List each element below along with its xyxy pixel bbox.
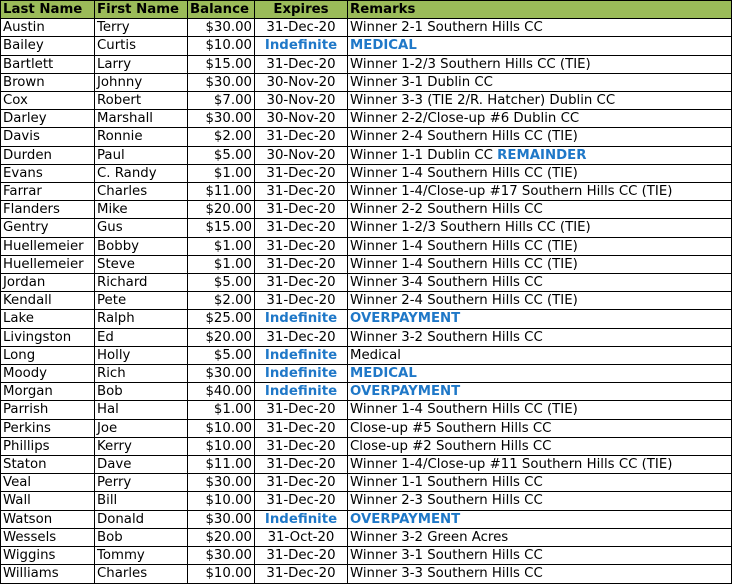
cell-last-name[interactable]: Williams bbox=[1, 565, 95, 583]
cell-balance[interactable]: $30.00 bbox=[188, 510, 255, 528]
cell-remarks[interactable] bbox=[348, 474, 732, 492]
header-last-name[interactable]: Last Name bbox=[1, 1, 95, 19]
remarks-highlight: REMAINDER bbox=[497, 147, 587, 163]
cell-expires[interactable]: 31-Dec-20 bbox=[255, 437, 348, 455]
cell-first-name[interactable]: Paul bbox=[95, 146, 188, 164]
cell-remarks[interactable] bbox=[348, 237, 732, 255]
table-row bbox=[1, 146, 732, 164]
cell-remarks[interactable] bbox=[348, 201, 732, 219]
cell-last-name[interactable]: Bailey bbox=[1, 37, 95, 55]
cell-expires[interactable]: Indefinite bbox=[255, 365, 348, 383]
cell-balance[interactable]: $1.00 bbox=[188, 255, 255, 273]
cell-last-name[interactable]: Kendall bbox=[1, 292, 95, 310]
cell-expires[interactable]: 30-Nov-20 bbox=[255, 110, 348, 128]
cell-balance[interactable]: $5.00 bbox=[188, 346, 255, 364]
table-row bbox=[1, 419, 732, 437]
cell-remarks[interactable] bbox=[348, 219, 732, 237]
cell-expires[interactable]: 31-Dec-20 bbox=[255, 547, 348, 565]
cell-expires[interactable]: 31-Dec-20 bbox=[255, 274, 348, 292]
cell-last-name[interactable]: Wessels bbox=[1, 528, 95, 546]
cell-first-name[interactable]: Tommy bbox=[95, 547, 188, 565]
cell-balance[interactable]: $7.00 bbox=[188, 92, 255, 110]
remarks-text: Winner 1-1 Southern Hills CC bbox=[350, 475, 543, 491]
cell-last-name[interactable]: Parrish bbox=[1, 401, 95, 419]
cell-last-name[interactable]: Huellemeier bbox=[1, 237, 95, 255]
cell-last-name[interactable]: Gentry bbox=[1, 219, 95, 237]
cell-remarks[interactable] bbox=[348, 37, 732, 55]
remarks-text: Winner 3-2 Southern Hills CC bbox=[350, 329, 543, 345]
cell-last-name[interactable]: Phillips bbox=[1, 437, 95, 455]
remarks-text: Winner 1-1 Dublin CC bbox=[350, 147, 498, 163]
cell-expires[interactable]: 31-Dec-20 bbox=[255, 456, 348, 474]
cell-remarks[interactable] bbox=[348, 419, 732, 437]
remarks-text: Winner 3-3 Southern Hills CC bbox=[350, 566, 543, 582]
cell-first-name[interactable]: Bobby bbox=[95, 237, 188, 255]
cell-expires[interactable]: 31-Dec-20 bbox=[255, 219, 348, 237]
cell-remarks[interactable] bbox=[348, 92, 732, 110]
remarks-text: Winner 1-2/3 Southern Hills CC (TIE) bbox=[350, 56, 591, 72]
remarks-text: Winner 2-4 Southern Hills CC (TIE) bbox=[350, 129, 578, 145]
header-expires[interactable]: Expires bbox=[255, 1, 348, 19]
cell-expires[interactable]: 31-Dec-20 bbox=[255, 292, 348, 310]
cell-balance[interactable]: $2.00 bbox=[188, 292, 255, 310]
remarks-text: Winner 1-4/Close-up #11 Southern Hills CC (TIE) bbox=[350, 457, 673, 473]
cell-remarks[interactable] bbox=[348, 110, 732, 128]
table-row bbox=[1, 255, 732, 273]
cell-remarks[interactable] bbox=[348, 401, 732, 419]
cell-remarks[interactable] bbox=[348, 73, 732, 91]
cell-balance[interactable]: $1.00 bbox=[188, 237, 255, 255]
remarks-text: Winner 1-4/Close-up #17 Southern Hills CC (TIE) bbox=[350, 184, 673, 200]
cell-expires[interactable]: 30-Nov-20 bbox=[255, 92, 348, 110]
cell-balance[interactable]: $25.00 bbox=[188, 310, 255, 328]
remarks-text: OVERPAYMENT bbox=[350, 384, 461, 400]
table-row bbox=[1, 201, 732, 219]
cell-balance[interactable]: $30.00 bbox=[188, 365, 255, 383]
remarks-text: Medical bbox=[350, 347, 401, 363]
cell-remarks[interactable] bbox=[348, 456, 732, 474]
cell-balance[interactable]: $20.00 bbox=[188, 528, 255, 546]
table-row bbox=[1, 274, 732, 292]
cell-expires[interactable]: Indefinite bbox=[255, 37, 348, 55]
table-row bbox=[1, 219, 732, 237]
cell-first-name[interactable]: Donald bbox=[95, 510, 188, 528]
cell-first-name[interactable]: Charles bbox=[95, 565, 188, 583]
cell-first-name[interactable]: Ed bbox=[95, 328, 188, 346]
remarks-text: Winner 1-4 Southern Hills CC (TIE) bbox=[350, 402, 578, 418]
table-row bbox=[1, 547, 732, 565]
cell-last-name[interactable]: Flanders bbox=[1, 201, 95, 219]
cell-expires[interactable]: 31-Dec-20 bbox=[255, 183, 348, 201]
cell-balance[interactable]: $5.00 bbox=[188, 146, 255, 164]
cell-first-name[interactable]: Ronnie bbox=[95, 128, 188, 146]
table-row bbox=[1, 492, 732, 510]
header-first-name[interactable]: First Name bbox=[95, 1, 188, 19]
cell-balance[interactable]: $2.00 bbox=[188, 128, 255, 146]
cell-first-name[interactable]: Ralph bbox=[95, 310, 188, 328]
cell-first-name[interactable]: Kerry bbox=[95, 437, 188, 455]
cell-remarks[interactable] bbox=[348, 346, 732, 364]
cell-last-name[interactable]: Livingston bbox=[1, 328, 95, 346]
remarks-text: Winner 3-1 Dublin CC bbox=[350, 74, 493, 90]
header-remarks[interactable]: Remarks bbox=[348, 1, 732, 19]
cell-balance[interactable]: $11.00 bbox=[188, 183, 255, 201]
cell-first-name[interactable]: Perry bbox=[95, 474, 188, 492]
cell-first-name[interactable]: Johnny bbox=[95, 73, 188, 91]
cell-last-name[interactable]: Watson bbox=[1, 510, 95, 528]
table-row bbox=[1, 474, 732, 492]
cell-balance[interactable]: $10.00 bbox=[188, 437, 255, 455]
table-row bbox=[1, 510, 732, 528]
remarks-text: Winner 2-4 Southern Hills CC (TIE) bbox=[350, 293, 578, 309]
cell-first-name[interactable]: C. Randy bbox=[95, 164, 188, 182]
cell-first-name[interactable]: Bob bbox=[95, 383, 188, 401]
table-row bbox=[1, 183, 732, 201]
cell-remarks[interactable] bbox=[348, 255, 732, 273]
cell-last-name[interactable]: Farrar bbox=[1, 183, 95, 201]
remarks-text: Winner 2-2/Close-up #6 Dublin CC bbox=[350, 111, 580, 127]
cell-last-name[interactable]: Long bbox=[1, 346, 95, 364]
cell-last-name[interactable]: Austin bbox=[1, 19, 95, 37]
cell-remarks[interactable] bbox=[348, 146, 732, 164]
remarks-text: Winner 1-2/3 Southern Hills CC (TIE) bbox=[350, 220, 591, 236]
cell-remarks[interactable] bbox=[348, 510, 732, 528]
table-row bbox=[1, 456, 732, 474]
table-row bbox=[1, 164, 732, 182]
cell-expires[interactable]: 31-Dec-20 bbox=[255, 19, 348, 37]
cell-expires[interactable]: Indefinite bbox=[255, 346, 348, 364]
cell-last-name[interactable]: Durden bbox=[1, 146, 95, 164]
remarks-text: Winner 1-4 Southern Hills CC (TIE) bbox=[350, 238, 578, 254]
table-row bbox=[1, 292, 732, 310]
table-row bbox=[1, 365, 732, 383]
cell-first-name[interactable]: Hal bbox=[95, 401, 188, 419]
cell-expires[interactable]: 31-Dec-20 bbox=[255, 255, 348, 273]
table-row bbox=[1, 310, 732, 328]
cell-remarks[interactable] bbox=[348, 292, 732, 310]
cell-first-name[interactable]: Mike bbox=[95, 201, 188, 219]
cell-first-name[interactable]: Pete bbox=[95, 292, 188, 310]
cell-expires[interactable]: Indefinite bbox=[255, 510, 348, 528]
cell-remarks[interactable] bbox=[348, 565, 732, 583]
table-row bbox=[1, 92, 732, 110]
cell-last-name[interactable]: Darley bbox=[1, 110, 95, 128]
cell-first-name[interactable]: Bill bbox=[95, 492, 188, 510]
remarks-text: Winner 2-3 Southern Hills CC bbox=[350, 493, 543, 509]
cell-expires[interactable]: Indefinite bbox=[255, 383, 348, 401]
remarks-text: Winner 3-4 Southern Hills CC bbox=[350, 275, 543, 291]
cell-balance[interactable]: $30.00 bbox=[188, 110, 255, 128]
remarks-text: Close-up #2 Southern Hills CC bbox=[350, 438, 552, 454]
cell-remarks[interactable] bbox=[348, 528, 732, 546]
cell-expires[interactable]: 31-Dec-20 bbox=[255, 328, 348, 346]
table-row bbox=[1, 383, 732, 401]
cell-first-name[interactable]: Rich bbox=[95, 365, 188, 383]
cell-first-name[interactable]: Terry bbox=[95, 19, 188, 37]
cell-expires[interactable]: 31-Dec-20 bbox=[255, 128, 348, 146]
cell-remarks[interactable] bbox=[348, 183, 732, 201]
cell-remarks[interactable] bbox=[348, 55, 732, 73]
cell-balance[interactable]: $20.00 bbox=[188, 328, 255, 346]
cell-balance[interactable]: $1.00 bbox=[188, 164, 255, 182]
cell-remarks[interactable] bbox=[348, 19, 732, 37]
cell-expires[interactable]: 31-Dec-20 bbox=[255, 419, 348, 437]
cell-remarks[interactable] bbox=[348, 164, 732, 182]
cell-remarks[interactable] bbox=[348, 365, 732, 383]
table-row bbox=[1, 110, 732, 128]
cell-balance[interactable]: $11.00 bbox=[188, 456, 255, 474]
cell-first-name[interactable]: Joe bbox=[95, 419, 188, 437]
cell-expires[interactable]: 31-Dec-20 bbox=[255, 474, 348, 492]
cell-balance[interactable]: $10.00 bbox=[188, 492, 255, 510]
header-row bbox=[1, 1, 732, 19]
cell-last-name[interactable]: Perkins bbox=[1, 419, 95, 437]
cell-balance[interactable]: $30.00 bbox=[188, 547, 255, 565]
cell-remarks[interactable] bbox=[348, 547, 732, 565]
cell-remarks[interactable] bbox=[348, 328, 732, 346]
cell-first-name[interactable]: Bob bbox=[95, 528, 188, 546]
table-row bbox=[1, 528, 732, 546]
cell-balance[interactable]: $30.00 bbox=[188, 73, 255, 91]
cell-last-name[interactable]: Brown bbox=[1, 73, 95, 91]
cell-balance[interactable]: $10.00 bbox=[188, 565, 255, 583]
table-row bbox=[1, 128, 732, 146]
table-body bbox=[1, 19, 732, 583]
cell-last-name[interactable]: Moody bbox=[1, 365, 95, 383]
cell-expires[interactable]: 31-Dec-20 bbox=[255, 401, 348, 419]
cell-expires[interactable]: 31-Dec-20 bbox=[255, 164, 348, 182]
remarks-text: OVERPAYMENT bbox=[350, 511, 461, 527]
remarks-text: Winner 2-1 Southern Hills CC bbox=[350, 20, 543, 36]
cell-remarks[interactable] bbox=[348, 128, 732, 146]
cell-last-name[interactable]: Lake bbox=[1, 310, 95, 328]
table-row bbox=[1, 346, 732, 364]
cell-last-name[interactable]: Huellemeier bbox=[1, 255, 95, 273]
remarks-text: Close-up #5 Southern Hills CC bbox=[350, 420, 552, 436]
cell-expires[interactable]: 31-Oct-20 bbox=[255, 528, 348, 546]
cell-balance[interactable]: $15.00 bbox=[188, 219, 255, 237]
cell-last-name[interactable]: Evans bbox=[1, 164, 95, 182]
cell-balance[interactable]: $5.00 bbox=[188, 274, 255, 292]
cell-first-name[interactable]: Robert bbox=[95, 92, 188, 110]
cell-last-name[interactable]: Morgan bbox=[1, 383, 95, 401]
cell-expires[interactable]: 31-Dec-20 bbox=[255, 201, 348, 219]
table-row bbox=[1, 237, 732, 255]
cell-last-name[interactable]: Davis bbox=[1, 128, 95, 146]
cell-balance[interactable]: $1.00 bbox=[188, 401, 255, 419]
cell-first-name[interactable]: Richard bbox=[95, 274, 188, 292]
remarks-text: MEDICAL bbox=[350, 38, 417, 54]
cell-expires[interactable]: 31-Dec-20 bbox=[255, 492, 348, 510]
cell-expires[interactable]: 31-Dec-20 bbox=[255, 55, 348, 73]
cell-remarks[interactable] bbox=[348, 437, 732, 455]
cell-balance[interactable]: $10.00 bbox=[188, 37, 255, 55]
cell-first-name[interactable]: Charles bbox=[95, 183, 188, 201]
cell-last-name[interactable]: Jordan bbox=[1, 274, 95, 292]
cell-expires[interactable]: 30-Nov-20 bbox=[255, 73, 348, 91]
table-row bbox=[1, 19, 732, 37]
cell-first-name[interactable]: Holly bbox=[95, 346, 188, 364]
cell-last-name[interactable]: Wall bbox=[1, 492, 95, 510]
header-balance[interactable]: Balance bbox=[188, 1, 255, 19]
cell-balance[interactable]: $30.00 bbox=[188, 474, 255, 492]
cell-balance[interactable]: $20.00 bbox=[188, 201, 255, 219]
remarks-text: Winner 3-3 (TIE 2/R. Hatcher) Dublin CC bbox=[350, 93, 616, 109]
cell-last-name[interactable]: Wiggins bbox=[1, 547, 95, 565]
cell-first-name[interactable]: Marshall bbox=[95, 110, 188, 128]
cell-expires[interactable]: 31-Dec-20 bbox=[255, 565, 348, 583]
cell-balance[interactable]: $15.00 bbox=[188, 55, 255, 73]
remarks-text: OVERPAYMENT bbox=[350, 311, 461, 327]
remarks-text: Winner 1-4 Southern Hills CC (TIE) bbox=[350, 165, 578, 181]
table-row bbox=[1, 73, 732, 91]
cell-remarks[interactable] bbox=[348, 274, 732, 292]
table-row bbox=[1, 55, 732, 73]
remarks-text: MEDICAL bbox=[350, 366, 417, 382]
cell-remarks[interactable] bbox=[348, 310, 732, 328]
remarks-text: Winner 3-2 Green Acres bbox=[350, 529, 509, 545]
table-row bbox=[1, 401, 732, 419]
remarks-text: Winner 2-2 Southern Hills CC bbox=[350, 202, 543, 218]
table-row bbox=[1, 37, 732, 55]
cell-first-name[interactable]: Dave bbox=[95, 456, 188, 474]
cell-first-name[interactable]: Steve bbox=[95, 255, 188, 273]
cell-expires[interactable]: Indefinite bbox=[255, 310, 348, 328]
cell-remarks[interactable] bbox=[348, 492, 732, 510]
cell-first-name[interactable]: Gus bbox=[95, 219, 188, 237]
cell-last-name[interactable]: Bartlett bbox=[1, 55, 95, 73]
cell-last-name[interactable]: Staton bbox=[1, 456, 95, 474]
cell-expires[interactable]: 31-Dec-20 bbox=[255, 237, 348, 255]
cell-last-name[interactable]: Veal bbox=[1, 474, 95, 492]
table-row bbox=[1, 437, 732, 455]
cell-balance[interactable]: $40.00 bbox=[188, 383, 255, 401]
remarks-text: Winner 1-4 Southern Hills CC (TIE) bbox=[350, 256, 578, 272]
cell-first-name[interactable]: Larry bbox=[95, 55, 188, 73]
table-row bbox=[1, 328, 732, 346]
cell-remarks[interactable] bbox=[348, 383, 732, 401]
cell-last-name[interactable]: Cox bbox=[1, 92, 95, 110]
cell-expires[interactable]: 30-Nov-20 bbox=[255, 146, 348, 164]
cell-balance[interactable]: $30.00 bbox=[188, 19, 255, 37]
cell-balance[interactable]: $10.00 bbox=[188, 419, 255, 437]
remarks-text: Winner 3-1 Southern Hills CC bbox=[350, 548, 543, 564]
cell-first-name[interactable]: Curtis bbox=[95, 37, 188, 55]
table-row bbox=[1, 565, 732, 583]
